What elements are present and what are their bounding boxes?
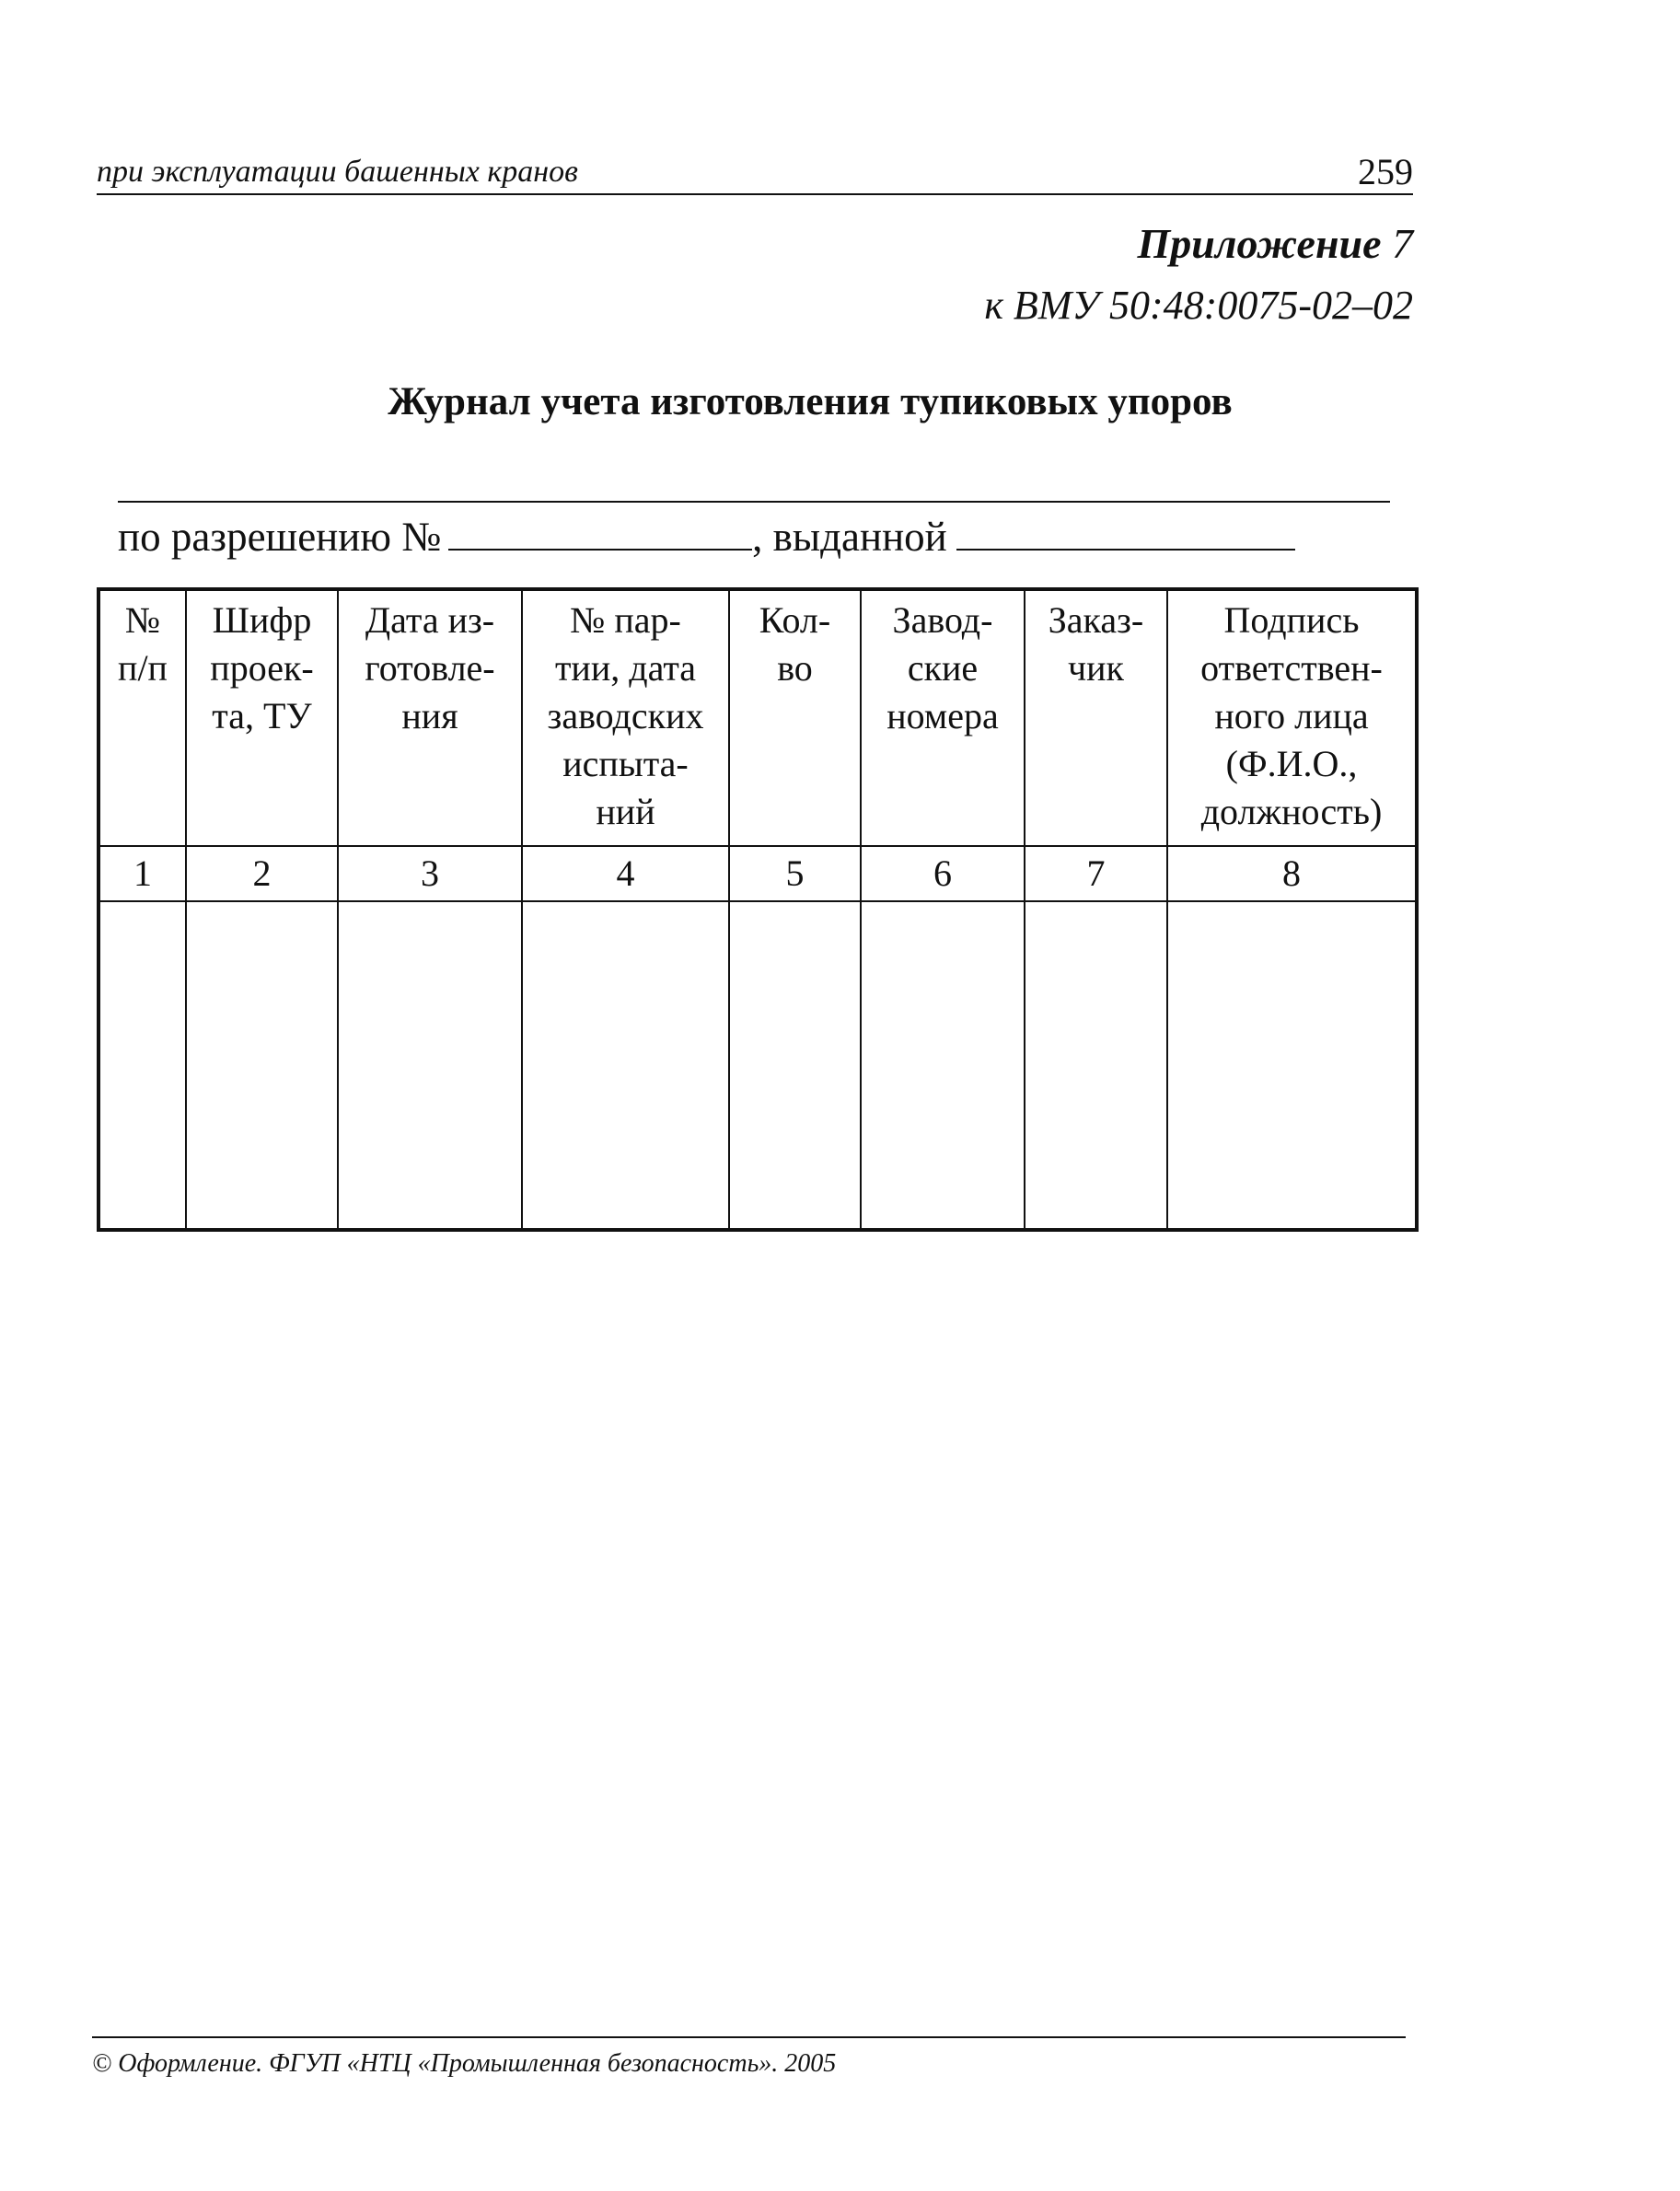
column-number: 1 xyxy=(98,846,186,901)
column-header: Шифр проек- та, ТУ xyxy=(186,589,338,846)
column-number: 3 xyxy=(338,846,522,901)
running-head xyxy=(97,147,1413,195)
permit-issuer-blank xyxy=(956,512,1295,551)
column-header: Дата из- готовле- ния xyxy=(338,589,522,846)
empty-cell xyxy=(1025,901,1167,1230)
table-row xyxy=(98,901,1417,1230)
permit-issued-by: , выданной xyxy=(752,514,947,560)
column-header: № п/п xyxy=(98,589,186,846)
table-header-row xyxy=(98,589,1417,846)
footer-copyright: © Оформление. ФГУП «НТЦ «Промышленная безопасность». 2005 xyxy=(92,2049,837,2078)
column-number: 7 xyxy=(1025,846,1167,901)
permit-number-blank xyxy=(448,512,752,551)
column-number: 6 xyxy=(861,846,1025,901)
empty-cell xyxy=(338,901,522,1230)
column-number-row xyxy=(98,846,1417,901)
column-number: 5 xyxy=(729,846,861,901)
running-head-title: при эксплуатации башенных кранов xyxy=(97,155,578,189)
column-header: Кол- во xyxy=(729,589,861,846)
column-header: № пар- тии, дата заводских испыта- ний xyxy=(522,589,729,846)
empty-cell xyxy=(522,901,729,1230)
column-header: Подпись ответствен- ного лица (Ф.И.О., должность) xyxy=(1167,589,1417,846)
footer-rule xyxy=(92,2036,1406,2038)
appendix-label-text: Приложение xyxy=(1137,220,1382,267)
organization-blank-line xyxy=(118,501,1390,503)
journal-title: Журнал учета изготовления тупиковых упоров xyxy=(388,380,1233,423)
column-number: 4 xyxy=(522,846,729,901)
column-number: 8 xyxy=(1167,846,1417,901)
empty-cell xyxy=(98,901,186,1230)
empty-cell xyxy=(861,901,1025,1230)
journal-table xyxy=(97,587,1419,1232)
empty-cell xyxy=(729,901,861,1230)
empty-cell xyxy=(186,901,338,1230)
empty-cell xyxy=(1167,901,1417,1230)
appendix-label xyxy=(1138,219,1413,268)
permit-line xyxy=(118,512,1390,563)
column-header: Заказ- чик xyxy=(1025,589,1167,846)
column-number: 2 xyxy=(186,846,338,901)
column-header: Завод- ские номера xyxy=(861,589,1025,846)
page-number: 259 xyxy=(1358,151,1413,192)
appendix-reference: к ВМУ 50:48:0075-02–02 xyxy=(984,283,1413,328)
appendix-number: 7 xyxy=(1392,220,1413,267)
permit-prefix: по разрешению № xyxy=(118,514,442,560)
